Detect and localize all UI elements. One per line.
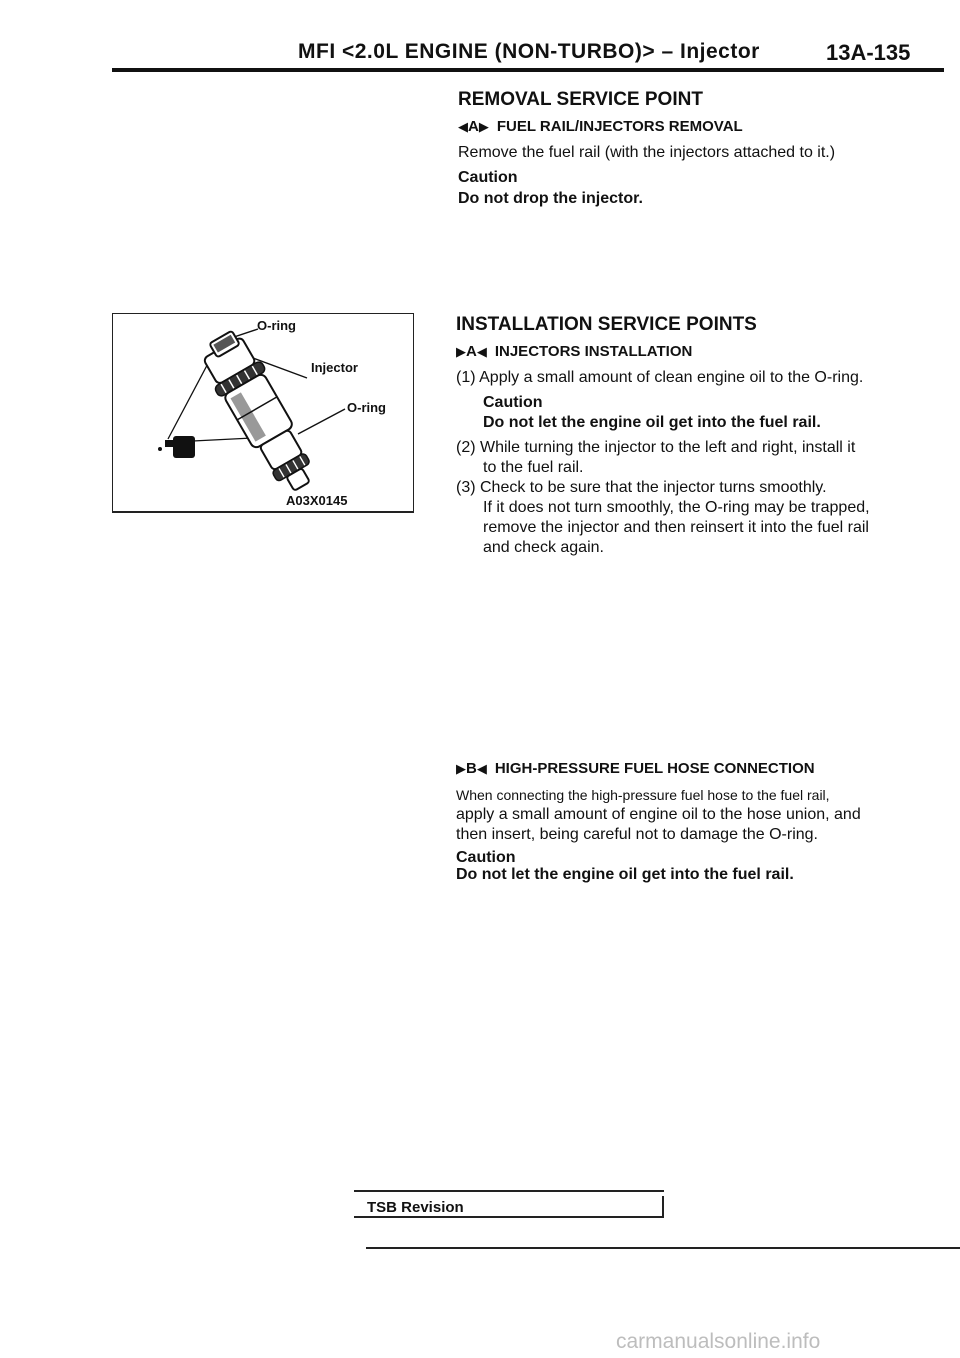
tsb-revision-label: TSB Revision [367, 1199, 464, 1216]
installation-subheading-a: ▶ A ◀ INJECTORS INSTALLATION [456, 343, 693, 360]
install-step-3-line-1: (3) Check to be sure that the injector turns smoothly. [456, 479, 827, 496]
header-rule [112, 68, 944, 72]
removal-caution-label: Caution [458, 169, 518, 186]
figure-label-bottom-oring: O-ring [347, 400, 386, 415]
triangle-left-icon: ◀ [476, 761, 487, 776]
install-caution-label: Caution [483, 394, 543, 411]
oil-can-icon [158, 436, 195, 458]
removal-text: Remove the fuel rail (with the injectors attached to it.) [458, 144, 836, 161]
figure-label-top-oring: O-ring [257, 318, 296, 333]
installation-heading: INSTALLATION SERVICE POINTS [456, 314, 757, 335]
triangle-left-icon: ◀ [458, 119, 468, 134]
install-step-2-line-2: to the fuel rail. [483, 459, 584, 476]
install-step-3-line-4: and check again. [483, 539, 604, 556]
triangle-right-icon: ▶ [456, 761, 466, 776]
triangle-right-icon: ▶ [478, 119, 489, 134]
page-number: 13A-135 [826, 40, 911, 65]
triangle-left-icon: ◀ [476, 344, 487, 359]
service-marker-install-a: ▶ A ◀ [456, 343, 487, 360]
installation-subheading-b: ▶ B ◀ HIGH-PRESSURE FUEL HOSE CONNECTION [456, 760, 815, 777]
install-step-3-line-2: If it does not turn smoothly, the O-ring may be trapped, [483, 499, 870, 516]
removal-caution-text: Do not drop the injector. [458, 190, 643, 207]
install-step-3-line-3: remove the injector and then reinsert it into the fuel rail [483, 519, 869, 536]
install-step-1: (1) Apply a small amount of clean engine oil to the O-ring. [456, 369, 864, 386]
hose-caution-text: Do not let the engine oil get into the fuel rail. [456, 866, 794, 883]
tsb-box-bottom-rule [354, 1216, 664, 1218]
install-caution-text: Do not let the engine oil get into the fuel rail. [483, 414, 821, 431]
hose-caution-label: Caution [456, 849, 516, 866]
removal-heading: REMOVAL SERVICE POINT [458, 89, 703, 110]
hose-text-line-2: apply a small amount of engine oil to the hose union, and [456, 806, 861, 823]
footer-rule [366, 1247, 960, 1249]
service-marker-removal-a: ◀ A ▶ [458, 118, 489, 135]
page-header-title: MFI <2.0L ENGINE (NON-TURBO)> – Injector [298, 40, 760, 63]
removal-subheading: ◀ A ▶ FUEL RAIL/INJECTORS REMOVAL [458, 118, 743, 135]
triangle-right-icon: ▶ [456, 344, 466, 359]
figure-bottom-rule [112, 511, 414, 513]
figure-label-injector: Injector [311, 360, 358, 375]
hose-text-line-1: When connecting the high-pressure fuel hose to the fuel rail, [456, 787, 830, 803]
watermark: carmanualsonline.info [616, 1330, 821, 1353]
service-marker-install-b: ▶ B ◀ [456, 760, 487, 777]
install-step-2-line-1: (2) While turning the injector to the left and right, install it [456, 439, 856, 456]
tsb-box-top-rule [354, 1190, 664, 1192]
figure-code: A03X0145 [286, 493, 348, 508]
hose-text-line-3: then insert, being careful not to damage the O-ring. [456, 826, 818, 843]
tsb-box-divider [662, 1196, 664, 1216]
